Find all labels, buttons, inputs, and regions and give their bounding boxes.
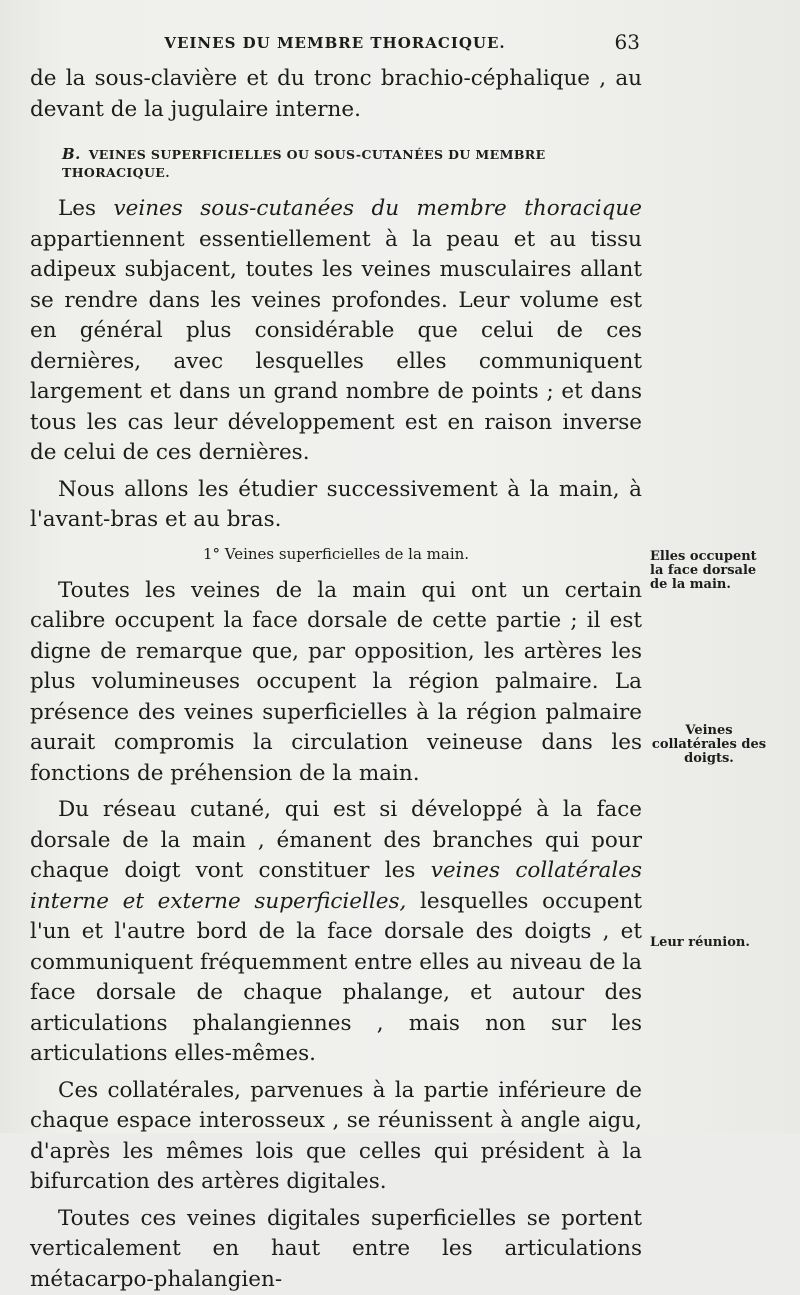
section-b-title: VEINES SUPERFICIELLES OU SOUS-CUTANÉES DU MEMBRE THORACIQUE. <box>62 147 546 180</box>
page-header <box>30 26 640 62</box>
intro-continuation: de la sous-clavière et du tronc brachio-céphalique , au devant de la jugulaire interne. <box>30 64 642 125</box>
para1-rest: appartiennent essentiellement à la peau et au tissu adipeux subjacent, toutes les veines musculaires allant se rendre dans les veines profondes. Leur volume est en général plus considérable que celui de ces dernières, avec lesquelles elles communiquent largement et dans un grand nombre de points ; et dans tous les cas leur développement est en raison inverse de celui de ces dernières. <box>30 227 642 466</box>
para4-rest: lesquelles occupent l'un et l'autre bord de la face dorsale des doigts , et communiquent fréquemment entre elles au niveau de la face dorsale de chaque phalange, et autour des articulations phalangiennes , mais non sur les articulations elles-mêmes. <box>30 889 642 1067</box>
subsection-title: 1° Veines superficielles de la main. <box>30 544 642 564</box>
paragraph-3: Toutes les veines de la main qui ont un certain calibre occupent la face dorsale de cette partie ; il est digne de remarque que, par opposition, les artères les plus volumineuses occupent la région palmaire. La présence des veines superficielles à la région palmaire aurait compromis la circulation veineuse dans les fonctions de préhension de la main. <box>30 576 642 790</box>
margin-note-collaterales: Veines collatérales des doigts. <box>650 724 768 766</box>
margin-note-dorsal: Elles occupent la face dorsale de la main. <box>650 550 768 592</box>
paragraph-2: Nous allons les étudier successivement à la main, à l'avant-bras et au bras. <box>30 475 642 536</box>
para4-term: veines collatérales interne et externe superficielles, <box>30 858 642 914</box>
para4-lead: Du réseau cutané, qui est si développé à la face dorsale de la main , émanent des branches qui pour chaque doigt vont constituer les <box>30 797 642 883</box>
paragraph-5: Ces collatérales, parvenues à la partie inférieure de chaque espace interosseux , se réunissent à angle aigu, d'après les mêmes lois que celles qui président à la bifurcation des artères digitales. <box>30 1076 642 1198</box>
main-text-column <box>30 64 642 1295</box>
paragraph-1 <box>30 194 642 469</box>
margin-note-reunion: Leur réunion. <box>650 936 768 950</box>
paragraph-6: Toutes ces veines digitales superficielles se portent verticalement en haut entre les articulations métacarpo-phalangien- <box>30 1204 642 1295</box>
running-title: VEINES DU MEMBRE THORACIQUE. <box>30 34 640 52</box>
para1-term: veines sous-cutanées du membre thoracique <box>113 196 642 221</box>
paragraph-4 <box>30 795 642 1070</box>
section-b-letter: B. <box>62 145 81 163</box>
page-number: 63 <box>615 30 640 54</box>
section-b-heading <box>30 145 642 182</box>
para1-lead: Les <box>58 196 113 221</box>
